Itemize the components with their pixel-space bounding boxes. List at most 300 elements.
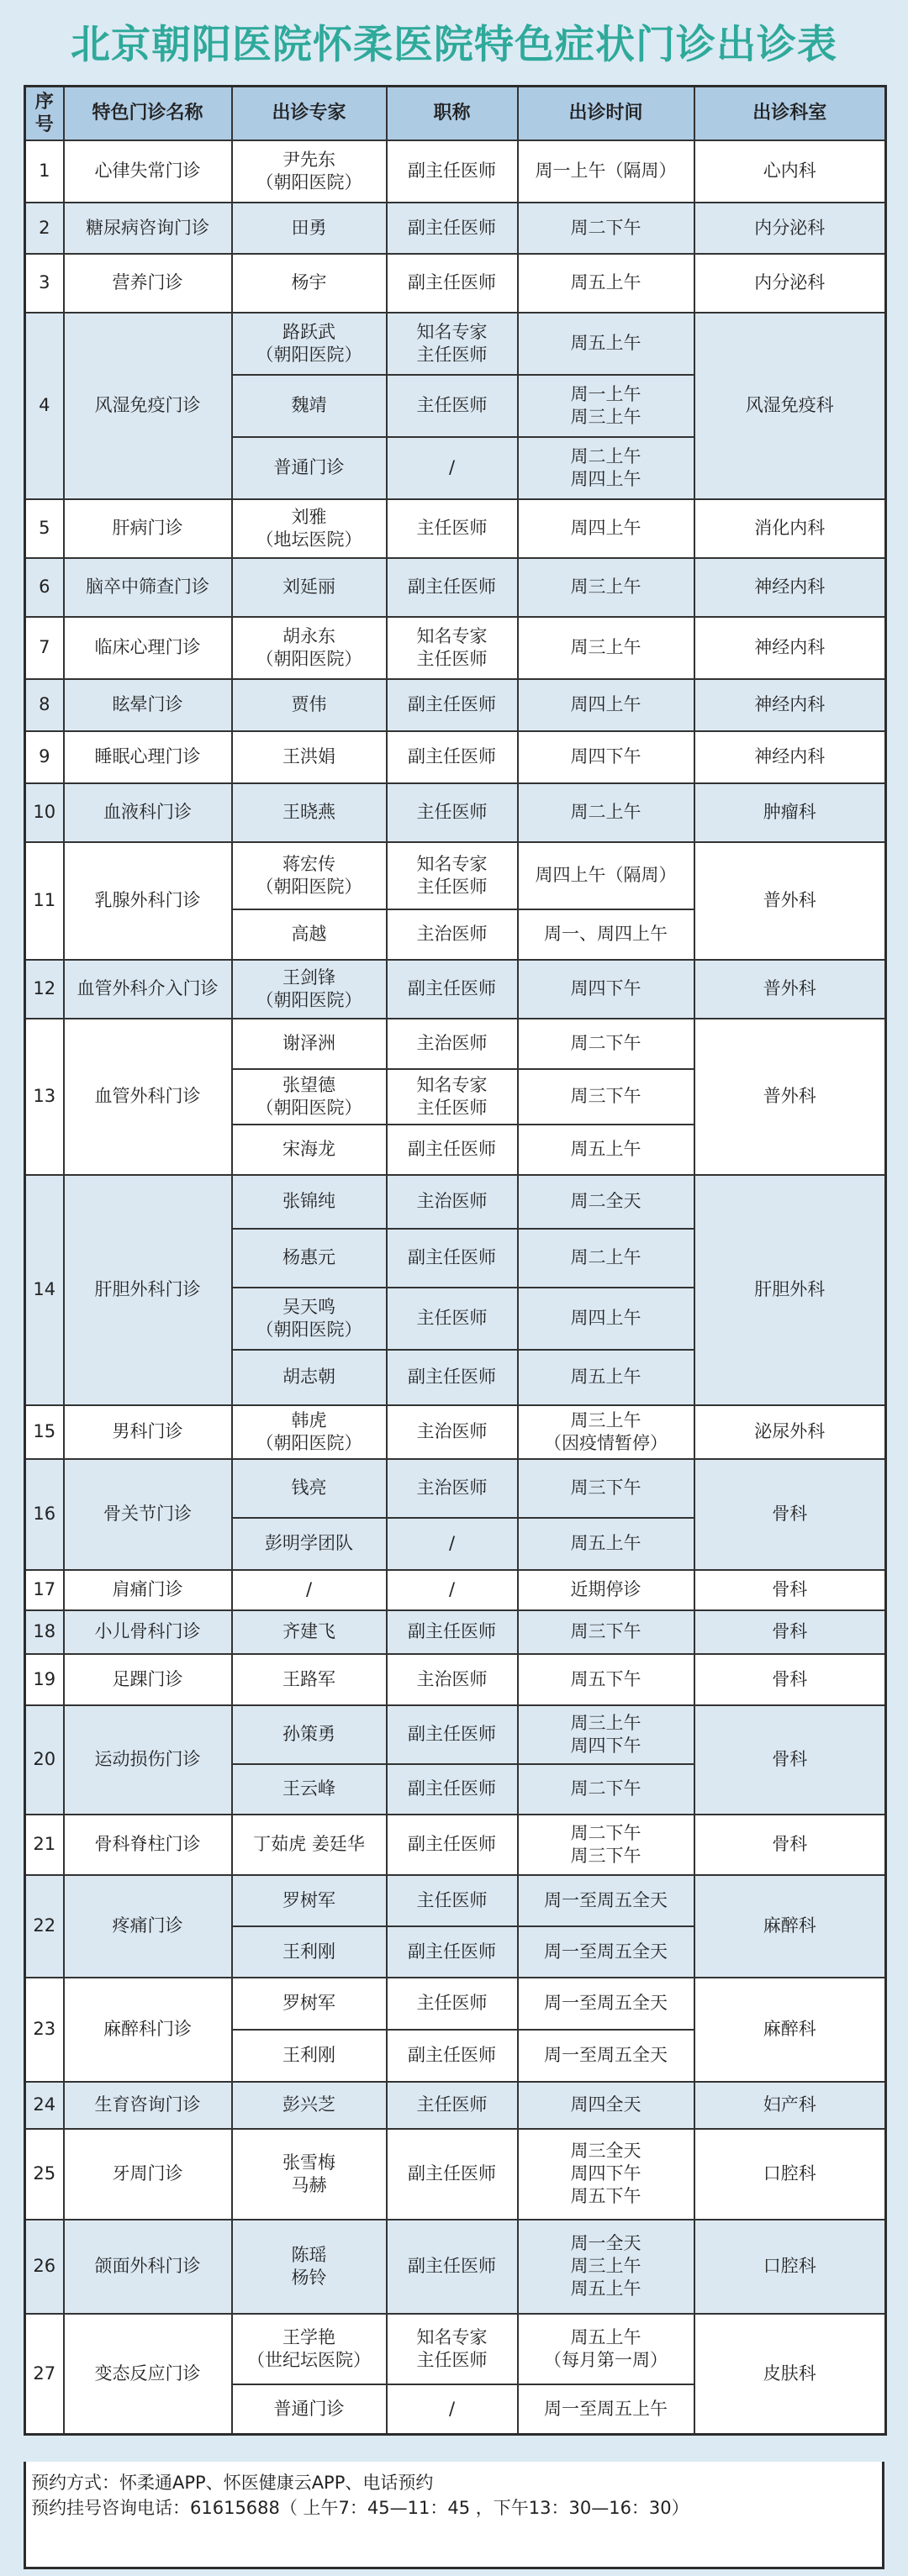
row-number: 16 <box>25 1459 64 1570</box>
cell-line: （朝阳医院） <box>256 876 362 897</box>
cell-line: 普通门诊 <box>273 457 345 477</box>
clinic-name: 骨科脊柱门诊 <box>64 1815 232 1875</box>
cell-line: 贾伟 <box>291 694 327 714</box>
clinic-name: 睡眠心理门诊 <box>64 731 232 783</box>
time-cell <box>518 1288 694 1350</box>
header-cell: 序号 <box>25 87 64 140</box>
cell-line: 丁茹虎 姜廷华 <box>253 1834 365 1854</box>
time-cell <box>518 1654 694 1705</box>
table-row <box>25 1875 886 1926</box>
time-cell <box>518 1229 694 1288</box>
expert-cell <box>232 731 387 783</box>
row-number: 21 <box>25 1815 64 1875</box>
time-cell <box>518 2082 694 2129</box>
cell-line: 周二全天 <box>570 1191 641 1211</box>
expert-cell <box>232 1175 387 1229</box>
cell-line: 魏靖 <box>291 395 327 415</box>
title-cell <box>387 617 518 679</box>
expert-cell <box>232 1518 387 1570</box>
cell-line: 周三上午 <box>570 1712 641 1733</box>
row-number: 12 <box>25 960 64 1019</box>
table-row <box>25 2129 886 2220</box>
table-row <box>25 2314 886 2384</box>
title-cell <box>387 960 518 1019</box>
cell-line: 副主任医师 <box>408 746 496 766</box>
row-number: 8 <box>25 679 64 731</box>
cell-line: 周五下午 <box>570 2186 641 2206</box>
cell-line: 周一至周五全天 <box>544 1889 668 1910</box>
time-cell <box>518 842 694 909</box>
time-cell <box>518 909 694 960</box>
cell-line: 罗树军 <box>282 1889 335 1910</box>
title-cell <box>387 1175 518 1229</box>
title-cell <box>387 1069 518 1125</box>
cell-line: 副主任医师 <box>408 161 496 181</box>
time-cell <box>518 783 694 842</box>
expert-cell <box>232 909 387 960</box>
cell-line: 主任医师 <box>416 876 488 897</box>
department-cell: 神经内科 <box>694 617 886 679</box>
cell-line: 主治医师 <box>416 1478 488 1498</box>
row-number: 24 <box>25 2082 64 2129</box>
department-cell: 肿瘤科 <box>694 783 886 842</box>
table-row <box>25 254 886 313</box>
department-cell: 口腔科 <box>694 2220 886 2314</box>
title-cell <box>387 203 518 254</box>
cell-line: / <box>448 457 456 477</box>
time-cell <box>518 1978 694 2030</box>
time-cell <box>518 1175 694 1229</box>
cell-line: 知名专家 <box>416 321 488 342</box>
cell-line: 主治医师 <box>416 1033 488 1053</box>
cell-line: 彭明学团队 <box>265 1533 353 1553</box>
cell-line: （每月第一周） <box>544 2349 668 2370</box>
cell-line: 周五上午 <box>570 2326 641 2347</box>
cell-line: 周一上午（隔周） <box>535 161 677 181</box>
clinic-name: 血管外科介入门诊 <box>64 960 232 1019</box>
time-cell <box>518 960 694 1019</box>
title-cell <box>387 1654 518 1705</box>
cell-line: 周四上午（隔周） <box>535 865 677 885</box>
expert-cell <box>232 617 387 679</box>
expert-cell <box>232 2129 387 2220</box>
table-row <box>25 617 886 679</box>
title-cell <box>387 679 518 731</box>
row-number: 23 <box>25 1978 64 2082</box>
cell-line: 周三下午 <box>570 1621 641 1641</box>
title-cell <box>387 1875 518 1926</box>
cell-line: 主治医师 <box>416 924 488 944</box>
department-cell: 普外科 <box>694 1019 886 1175</box>
cell-line: 彭兴芝 <box>282 2094 335 2115</box>
time-cell <box>518 2129 694 2220</box>
title-cell <box>387 1926 518 1978</box>
time-cell <box>518 1705 694 1764</box>
cell-line: （朝阳医院） <box>256 989 362 1010</box>
title-cell <box>387 313 518 375</box>
title-cell <box>387 842 518 909</box>
cell-line: （朝阳医院） <box>256 344 362 365</box>
clinic-name: 肩痛门诊 <box>64 1570 232 1610</box>
cell-line: 周五下午 <box>570 1668 641 1689</box>
cell-line: 周一至周五全天 <box>544 1993 668 2013</box>
department-cell: 麻醉科 <box>694 1978 886 2082</box>
department-cell: 骨科 <box>694 1654 886 1705</box>
cell-line: 副主任医师 <box>408 1778 496 1799</box>
time-cell <box>518 203 694 254</box>
expert-cell <box>232 2314 387 2384</box>
clinic-name: 小儿骨科门诊 <box>64 1610 232 1654</box>
clinic-name: 颌面外科门诊 <box>64 2220 232 2314</box>
expert-cell <box>232 2030 387 2082</box>
time-cell <box>518 1570 694 1610</box>
header-cell: 出诊专家 <box>232 87 387 140</box>
clinic-name: 肝胆外科门诊 <box>64 1175 232 1405</box>
cell-line: 周三下午 <box>570 1478 641 1498</box>
cell-line: （朝阳医院） <box>256 1319 362 1340</box>
cell-line: 路跃武 <box>282 321 335 342</box>
cell-line: 周一、周四上午 <box>544 924 668 944</box>
cell-line: 吴天鸣 <box>282 1296 335 1317</box>
cell-line: 胡永东 <box>282 625 335 646</box>
cell-line: 主任医师 <box>416 518 488 538</box>
row-number: 2 <box>25 203 64 254</box>
time-cell <box>518 1125 694 1175</box>
table-row <box>25 960 886 1019</box>
clinic-name: 变态反应门诊 <box>64 2314 232 2435</box>
cell-line: 周二上午 <box>570 802 641 822</box>
table-row <box>25 203 886 254</box>
title-cell <box>387 437 518 499</box>
cell-line: 主任医师 <box>416 1308 488 1328</box>
table-row <box>25 1175 886 1229</box>
cell-line: 副主任医师 <box>408 217 496 238</box>
title-cell <box>387 1350 518 1405</box>
cell-line: 刘雅 <box>291 506 327 527</box>
row-number: 7 <box>25 617 64 679</box>
row-number: 22 <box>25 1875 64 1978</box>
cell-line: 周三上午 <box>570 1409 641 1430</box>
cell-line: 周一上午 <box>570 383 641 404</box>
cell-line: 主任医师 <box>416 2349 488 2370</box>
time-cell <box>518 254 694 313</box>
expert-cell <box>232 2082 387 2129</box>
department-cell: 消化内科 <box>694 499 886 558</box>
cell-line: 主治医师 <box>416 1421 488 1441</box>
cell-line: 主任医师 <box>416 1889 488 1910</box>
header-cell: 出诊时间 <box>518 87 694 140</box>
department-cell: 神经内科 <box>694 679 886 731</box>
time-cell <box>518 1019 694 1069</box>
page-title: 北京朝阳医院怀柔医院特色症状门诊出诊表 <box>71 22 837 68</box>
clinic-name: 脑卒中筛查门诊 <box>64 558 232 617</box>
department-cell: 麻醉科 <box>694 1875 886 1978</box>
department-cell: 皮肤科 <box>694 2314 886 2435</box>
cell-line: 胡志朝 <box>282 1367 335 1387</box>
cell-line: 周三上午 <box>570 637 641 657</box>
cell-line: 副主任医师 <box>408 978 496 998</box>
row-number: 26 <box>25 2220 64 2314</box>
department-cell: 口腔科 <box>694 2129 886 2220</box>
cell-line: 周一全天 <box>570 2233 641 2253</box>
cell-line: （朝阳医院） <box>256 1432 362 1453</box>
time-cell <box>518 437 694 499</box>
table-row <box>25 558 886 617</box>
cell-line: 王学艳 <box>282 2326 335 2347</box>
expert-cell <box>232 1570 387 1610</box>
cell-line: 齐建飞 <box>282 1621 335 1641</box>
row-number: 6 <box>25 558 64 617</box>
clinic-name: 心律失常门诊 <box>64 140 232 203</box>
title-cell <box>387 1570 518 1610</box>
cell-line: 宋海龙 <box>282 1139 335 1159</box>
cell-line: 周五上午 <box>570 1533 641 1553</box>
cell-line: 周三下午 <box>570 1086 641 1106</box>
cell-line: 副主任医师 <box>408 2163 496 2184</box>
table-row <box>25 499 886 558</box>
time-cell <box>518 499 694 558</box>
cell-line: （朝阳医院） <box>256 1097 362 1118</box>
cell-line: 副主任医师 <box>408 2256 496 2276</box>
cell-line: 田勇 <box>291 217 327 238</box>
cell-line: 刘延丽 <box>282 577 335 597</box>
cell-line: 孙策勇 <box>282 1724 335 1744</box>
time-cell <box>518 375 694 437</box>
department-cell: 骨科 <box>694 1815 886 1875</box>
cell-line: 杨铃 <box>291 2267 327 2288</box>
expert-cell <box>232 842 387 909</box>
row-number: 25 <box>25 2129 64 2220</box>
cell-line: 周一至周五全天 <box>544 1941 668 1962</box>
clinic-name: 骨关节门诊 <box>64 1459 232 1570</box>
expert-cell <box>232 783 387 842</box>
header-cell: 职称 <box>387 87 518 140</box>
cell-line: 周三上午 <box>570 577 641 597</box>
cell-line: 周二上午 <box>570 1247 641 1267</box>
title-cell <box>387 1705 518 1764</box>
clinic-name: 生育咨询门诊 <box>64 2082 232 2129</box>
cell-line: 周二下午 <box>570 1822 641 1843</box>
cell-line: 副主任医师 <box>408 1941 496 1962</box>
table-row <box>25 679 886 731</box>
cell-line: 周四上午 <box>570 518 641 538</box>
cell-line: 副主任医师 <box>408 1621 496 1641</box>
cell-line: 周五上午 <box>570 1139 641 1159</box>
time-cell <box>518 313 694 375</box>
table-row <box>25 2082 886 2129</box>
cell-line: 周四全天 <box>570 2094 641 2115</box>
department-cell: 肝胆外科 <box>694 1175 886 1405</box>
table-row <box>25 1654 886 1705</box>
cell-line: 主任医师 <box>416 2094 488 2115</box>
title-cell <box>387 499 518 558</box>
expert-cell <box>232 2384 387 2435</box>
row-number: 5 <box>25 499 64 558</box>
booking-methods: 预约方式：怀柔通APP、怀医健康云APP、电话预约 <box>31 2473 434 2493</box>
cell-line: 周五上午 <box>570 272 641 292</box>
cell-line: 主任医师 <box>416 802 488 822</box>
schedule-table <box>24 85 887 2436</box>
cell-line: 副主任医师 <box>408 1139 496 1159</box>
cell-line: 周三上午 <box>570 2256 641 2276</box>
expert-cell <box>232 499 387 558</box>
cell-line: 知名专家 <box>416 2326 488 2347</box>
cell-line: 周一至周五上午 <box>544 2398 668 2419</box>
cell-line: 普通门诊 <box>273 2398 345 2419</box>
title-cell <box>387 1518 518 1570</box>
cell-line: 周三下午 <box>570 1845 641 1866</box>
expert-cell <box>232 1019 387 1069</box>
cell-line: （朝阳医院） <box>256 648 362 669</box>
cell-line: 主治医师 <box>416 1668 488 1689</box>
table-row <box>25 783 886 842</box>
cell-line: 周五上午 <box>570 2278 641 2299</box>
department-cell: 妇产科 <box>694 2082 886 2129</box>
clinic-name: 肝病门诊 <box>64 499 232 558</box>
time-cell <box>518 1815 694 1875</box>
cell-line: 周二下午 <box>570 1778 641 1799</box>
expert-cell <box>232 558 387 617</box>
clinic-name: 血液科门诊 <box>64 783 232 842</box>
cell-line: / <box>448 1533 456 1553</box>
clinic-name: 男科门诊 <box>64 1405 232 1459</box>
cell-line: 王剑锋 <box>282 967 335 988</box>
cell-line: 近期停诊 <box>570 1579 641 1599</box>
expert-cell <box>232 1459 387 1518</box>
cell-line: 罗树军 <box>282 1993 335 2013</box>
cell-line: 周四下午 <box>570 978 641 998</box>
cell-line: 周一至周五全天 <box>544 2045 668 2065</box>
cell-line: （朝阳医院） <box>256 171 362 192</box>
cell-line: 张雪梅 <box>282 2152 335 2173</box>
title-cell <box>387 254 518 313</box>
row-number: 4 <box>25 313 64 499</box>
expert-cell <box>232 1288 387 1350</box>
expert-cell <box>232 1764 387 1815</box>
cell-line: / <box>305 1579 313 1599</box>
table-header-row <box>25 87 886 140</box>
title-cell <box>387 1978 518 2030</box>
cell-line: 副主任医师 <box>408 694 496 714</box>
title-cell <box>387 1459 518 1518</box>
table-row <box>25 842 886 909</box>
expert-cell <box>232 1350 387 1405</box>
expert-cell <box>232 313 387 375</box>
row-number: 13 <box>25 1019 64 1175</box>
title-cell <box>387 1405 518 1459</box>
cell-line: 王利刚 <box>282 2045 335 2065</box>
row-number: 1 <box>25 140 64 203</box>
clinic-name: 风湿免疫门诊 <box>64 313 232 499</box>
cell-line: 周三上午 <box>570 406 641 427</box>
table-row <box>25 1570 886 1610</box>
row-number: 10 <box>25 783 64 842</box>
expert-cell <box>232 1610 387 1654</box>
cell-line: 副主任医师 <box>408 1834 496 1854</box>
row-number: 18 <box>25 1610 64 1654</box>
time-cell <box>518 1405 694 1459</box>
department-cell: 骨科 <box>694 1459 886 1570</box>
time-cell <box>518 1459 694 1518</box>
clinic-name: 麻醉科门诊 <box>64 1978 232 2082</box>
time-cell <box>518 1926 694 1978</box>
cell-line: 主任医师 <box>416 1993 488 2013</box>
title-cell <box>387 1764 518 1815</box>
department-cell: 内分泌科 <box>694 203 886 254</box>
cell-line: 主治医师 <box>416 1191 488 1211</box>
header-cell: 特色门诊名称 <box>64 87 232 140</box>
cell-line: 主任医师 <box>416 1097 488 1118</box>
department-cell: 心内科 <box>694 140 886 203</box>
cell-line: 周四上午 <box>570 694 641 714</box>
title-cell <box>387 140 518 203</box>
department-cell: 骨科 <box>694 1610 886 1654</box>
title-cell <box>387 2314 518 2384</box>
footer-notes <box>24 2462 884 2569</box>
title-cell <box>387 1288 518 1350</box>
table-row <box>25 1705 886 1764</box>
title-cell <box>387 2030 518 2082</box>
cell-line: 周四下午 <box>570 2163 641 2184</box>
title-cell <box>387 783 518 842</box>
cell-line: 主任医师 <box>416 344 488 365</box>
cell-line: 副主任医师 <box>408 577 496 597</box>
table-row <box>25 2220 886 2314</box>
title-cell <box>387 1125 518 1175</box>
cell-line: （世纪坛医院） <box>247 2349 371 2370</box>
table-row <box>25 1019 886 1069</box>
clinic-name: 足踝门诊 <box>64 1654 232 1705</box>
expert-cell <box>232 1815 387 1875</box>
clinic-name: 眩晕门诊 <box>64 679 232 731</box>
table-row <box>25 1405 886 1459</box>
title-cell <box>387 2129 518 2220</box>
department-cell: 普外科 <box>694 842 886 960</box>
department-cell: 骨科 <box>694 1705 886 1815</box>
cell-line: 副主任医师 <box>408 272 496 292</box>
cell-line: 副主任医师 <box>408 1247 496 1267</box>
cell-line: 王利刚 <box>282 1941 335 1962</box>
time-cell <box>518 679 694 731</box>
expert-cell <box>232 1069 387 1125</box>
cell-line: 钱亮 <box>291 1478 327 1498</box>
cell-line: 主任医师 <box>416 395 488 415</box>
table-row <box>25 1459 886 1518</box>
expert-cell <box>232 1405 387 1459</box>
cell-line: 高越 <box>291 924 327 944</box>
expert-cell <box>232 375 387 437</box>
row-number: 27 <box>25 2314 64 2435</box>
expert-cell <box>232 140 387 203</box>
clinic-name: 运动损伤门诊 <box>64 1705 232 1815</box>
time-cell <box>518 1875 694 1926</box>
cell-line: 副主任医师 <box>408 1724 496 1744</box>
expert-cell <box>232 1978 387 2030</box>
cell-line: 王路军 <box>282 1668 335 1689</box>
title-cell <box>387 1019 518 1069</box>
row-number: 3 <box>25 254 64 313</box>
department-cell: 内分泌科 <box>694 254 886 313</box>
department-cell: 骨科 <box>694 1570 886 1610</box>
cell-line: 王晓燕 <box>282 802 335 822</box>
department-cell: 普外科 <box>694 960 886 1019</box>
table-row <box>25 1610 886 1654</box>
cell-line: 周二下午 <box>570 1033 641 1053</box>
title-cell <box>387 2220 518 2314</box>
title-cell <box>387 731 518 783</box>
booking-phone: 预约挂号咨询电话：61615688（ 上午7：45—11：45 ，下午13：30—16：30） <box>31 2498 689 2518</box>
cell-line: 副主任医师 <box>408 1367 496 1387</box>
